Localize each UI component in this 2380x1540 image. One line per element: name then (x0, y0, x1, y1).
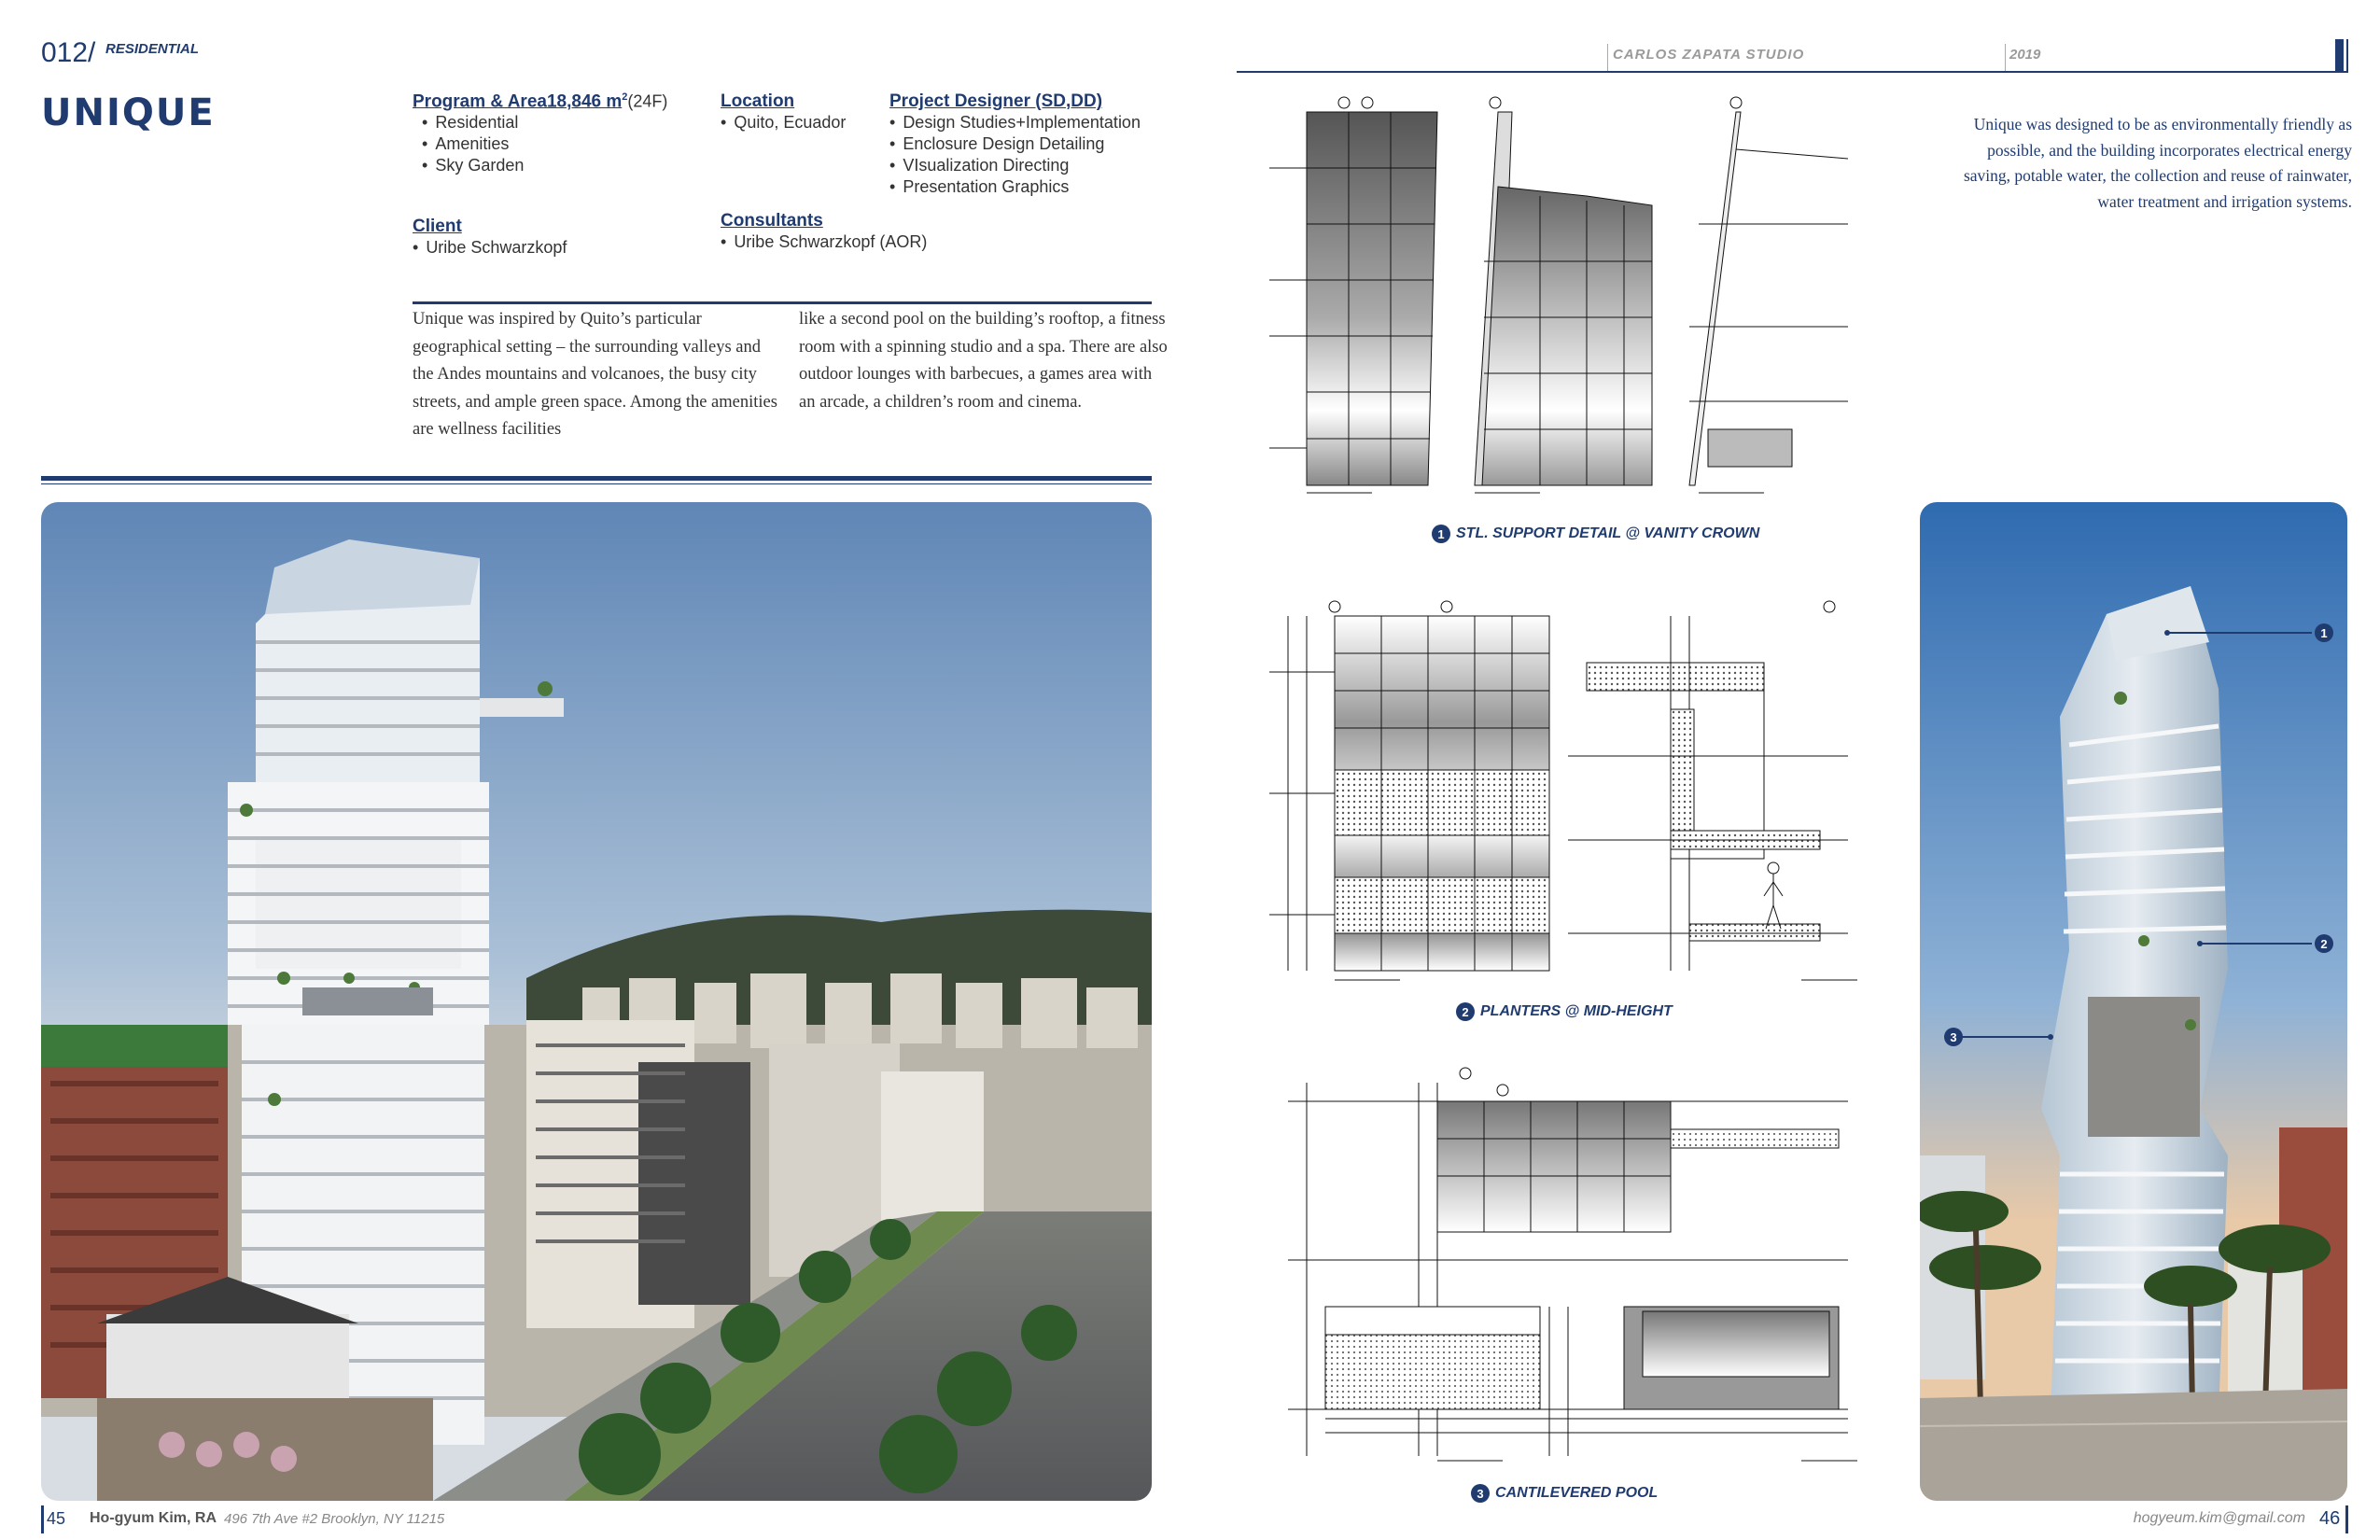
project-title: UNIQUE (41, 91, 216, 134)
program-heading: Program & Area (413, 91, 547, 112)
description-rule (413, 301, 1152, 304)
designer-item: • VIsualization Directing (889, 155, 1141, 176)
program-area-suffix: (24F) (627, 91, 668, 111)
studio-name: CARLOS ZAPATA STUDIO (1613, 47, 1805, 63)
designer-item: • Presentation Graphics (889, 176, 1141, 198)
callout-2: 2 (2315, 934, 2333, 953)
client-heading: Client (413, 217, 462, 236)
section-rule (41, 476, 1152, 481)
detail-drawing-1 (1251, 93, 1895, 504)
detail-drawing-2 (1251, 597, 1895, 989)
detail-caption-3 (1471, 1484, 1658, 1503)
consultants-block (721, 211, 927, 253)
detail-caption-3-text: CANTILEVERED POOL (1495, 1485, 1659, 1501)
author-email[interactable]: hogyeum.kim@gmail.com (2133, 1510, 2305, 1526)
location-block (721, 91, 846, 133)
detail-number-1: 1 (1432, 525, 1450, 543)
author-address: 496 7th Ave #2 Brooklyn, NY 11215 (224, 1511, 445, 1527)
description-column-1: Unique was inspired by Quito’s particular geographical setting – the surrounding valleys and the Andes mountains and volcanoes, the busy city streets, and ample green space. Among the amenities are wellness facilities (413, 310, 777, 439)
detail-number-2: 2 (1456, 1002, 1475, 1021)
designer-heading: Project Designer (SD,DD) (889, 91, 1103, 111)
designer-item: • Design Studies+Implementation (889, 112, 1141, 133)
detail-number-3: 3 (1471, 1484, 1490, 1503)
page-number-right: 46 (2319, 1508, 2341, 1529)
studio-rule (1237, 71, 2347, 73)
program-area-sup: 2 (622, 91, 628, 103)
footer-marker-right (2345, 1505, 2348, 1533)
studio-divider (1607, 44, 1608, 71)
detail-caption-1-text: STL. SUPPORT DETAIL @ VANITY CROWN (1456, 525, 1760, 541)
location-heading: Location (721, 91, 795, 111)
location-item: • Quito, Ecuador (721, 112, 846, 133)
page-number-left: 45 (47, 1509, 66, 1528)
description-column-2: like a second pool on the building’s rooftop, a fitness room with a spinning studio and a spa. There are also outdoor lounges with barbecues, a games area with an arcade, a children’s room and cinema. (799, 310, 1168, 412)
designer-block (889, 91, 1141, 198)
consultants-heading: Consultants (721, 211, 823, 231)
program-item: • Sky Garden (422, 155, 667, 176)
section-rule-thin (41, 483, 1152, 484)
project-number: 012/ (41, 37, 96, 68)
client-item: • Uribe Schwarzkopf (413, 237, 567, 259)
detail-caption-2 (1456, 1002, 1673, 1021)
project-category: RESIDENTIAL (105, 41, 200, 57)
tower-aerial-photo (41, 502, 1152, 1501)
author-name: Ho-gyum Kim, RA (90, 1510, 217, 1526)
callout-1: 1 (2315, 623, 2333, 642)
corner-marker (2335, 39, 2344, 73)
corner-marker-thin (2346, 39, 2348, 73)
program-block (413, 91, 667, 176)
consultants-item: • Uribe Schwarzkopf (AOR) (721, 231, 927, 253)
right-description: Unique was designed to be as environmentally friendly as possible, and the building incorporates electrical energy saving, potable water, the collection and reuse of rainwater, water treatment and irrigation systems. (1963, 115, 2352, 211)
tower-street-photo (1920, 502, 2347, 1501)
year-divider (2005, 44, 2006, 71)
footer-marker-left (41, 1505, 44, 1533)
program-area: 18,846 m (546, 91, 623, 112)
detail-caption-2-text: PLANTERS @ MID-HEIGHT (1480, 1003, 1673, 1019)
studio-year: 2019 (2009, 47, 2041, 63)
program-item: • Amenities (422, 133, 667, 155)
callout-3: 3 (1944, 1028, 1963, 1046)
client-block (413, 217, 567, 259)
program-item: • Residential (422, 112, 667, 133)
detail-caption-1 (1432, 525, 1759, 543)
designer-item: • Enclosure Design Detailing (889, 133, 1141, 155)
detail-drawing-3 (1251, 1064, 1895, 1475)
